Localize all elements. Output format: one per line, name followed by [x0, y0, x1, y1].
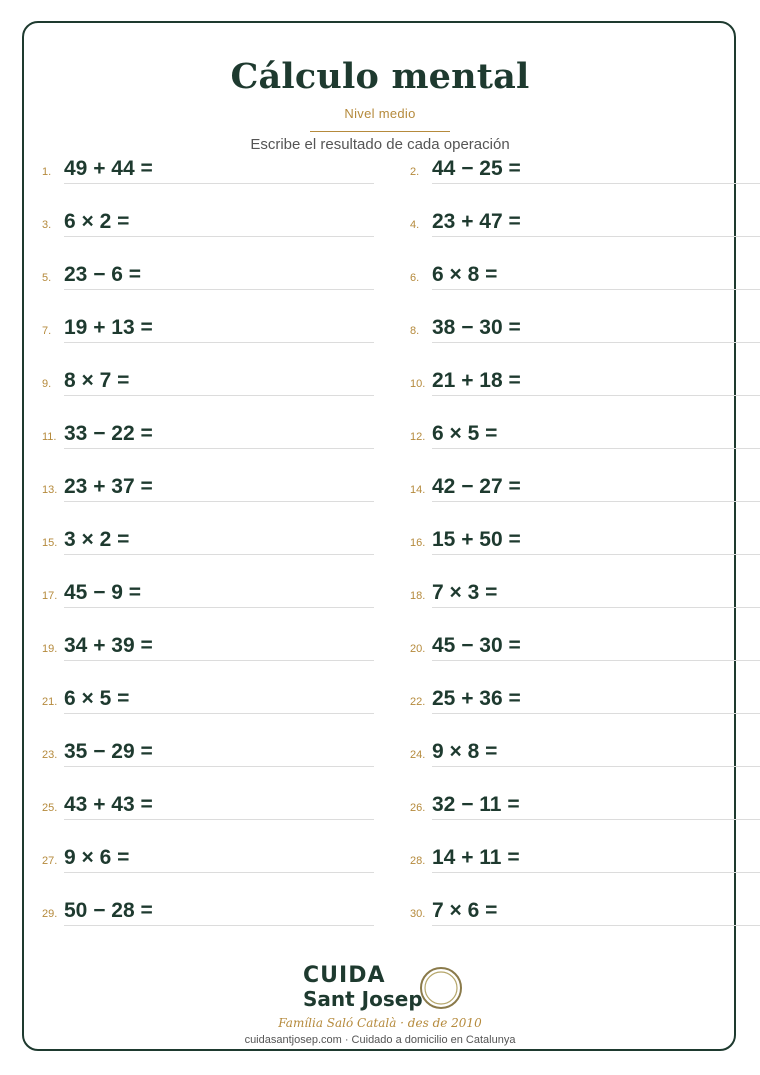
problem-expression: 45 − 30 = [432, 634, 521, 657]
problem-number: 6. [410, 272, 420, 284]
answer-line[interactable] [64, 766, 374, 767]
problem-expression: 42 − 27 = [432, 475, 521, 498]
answer-line[interactable] [64, 395, 374, 396]
problem-number: 12. [410, 431, 426, 443]
problem-number: 9. [42, 378, 52, 390]
problem-expression: 32 − 11 = [432, 793, 520, 816]
problem-number: 13. [42, 484, 58, 496]
problem-expression: 45 − 9 = [64, 581, 142, 604]
answer-line[interactable] [432, 236, 760, 237]
problem-item [410, 841, 760, 894]
problem-item [410, 788, 760, 841]
problem-number: 15. [42, 537, 58, 549]
problem-number: 17. [42, 590, 58, 602]
problem-expression: 14 + 11 = [432, 846, 520, 869]
problem-item [42, 417, 410, 470]
problem-expression: 6 × 5 = [64, 687, 130, 710]
answer-line[interactable] [432, 183, 760, 184]
answer-line[interactable] [432, 766, 760, 767]
problem-number: 7. [42, 325, 52, 337]
problem-item [42, 788, 410, 841]
problem-expression: 38 − 30 = [432, 316, 521, 339]
problem-number: 28. [410, 855, 426, 867]
problem-item [410, 735, 760, 788]
problem-item [410, 364, 760, 417]
problem-expression: 6 × 8 = [432, 263, 498, 286]
problem-item [42, 629, 410, 682]
answer-line[interactable] [432, 554, 760, 555]
problem-number: 27. [42, 855, 58, 867]
problem-item [410, 523, 760, 576]
answer-line[interactable] [64, 183, 374, 184]
answer-line[interactable] [64, 925, 374, 926]
answer-line[interactable] [432, 925, 760, 926]
problem-expression: 9 × 6 = [64, 846, 130, 869]
answer-line[interactable] [432, 448, 760, 449]
problem-item [410, 205, 760, 258]
answer-line[interactable] [64, 554, 374, 555]
answer-line[interactable] [64, 713, 374, 714]
problem-expression: 50 − 28 = [64, 899, 153, 922]
problem-item [42, 364, 410, 417]
answer-line[interactable] [432, 342, 760, 343]
footer-text: cuidasantjosep.com · Cuidado a domicilio en Catalunya [244, 1034, 516, 1046]
title-divider [310, 131, 450, 132]
problem-item [42, 894, 410, 947]
problem-expression: 6 × 5 = [432, 422, 498, 445]
problem-number: 14. [410, 484, 426, 496]
answer-line[interactable] [64, 819, 374, 820]
problem-expression: 34 + 39 = [64, 634, 153, 657]
answer-line[interactable] [64, 289, 374, 290]
problem-expression: 43 + 43 = [64, 793, 153, 816]
problem-expression: 9 × 8 = [432, 740, 498, 763]
problem-item [410, 470, 760, 523]
problem-item [42, 470, 410, 523]
problem-expression: 33 − 22 = [64, 422, 153, 445]
page-title: Cálculo mental [230, 56, 530, 97]
problem-number: 18. [410, 590, 426, 602]
problem-number: 5. [42, 272, 52, 284]
problem-expression: 23 + 47 = [432, 210, 521, 233]
problem-item [42, 735, 410, 788]
tagline: Família Saló Català · des de 2010 [278, 1016, 482, 1030]
problem-item [42, 576, 410, 629]
logo-text-cuida: CUIDA [303, 963, 386, 988]
problem-number: 20. [410, 643, 426, 655]
answer-line[interactable] [432, 501, 760, 502]
problem-item [410, 417, 760, 470]
problem-number: 11. [42, 431, 57, 443]
problem-item [42, 682, 410, 735]
problem-expression: 49 + 44 = [64, 157, 153, 180]
problem-number: 16. [410, 537, 426, 549]
problem-number: 30. [410, 908, 426, 920]
problem-expression: 6 × 2 = [64, 210, 130, 233]
answer-line[interactable] [432, 660, 760, 661]
problem-number: 25. [42, 802, 58, 814]
problem-item [410, 258, 760, 311]
answer-line[interactable] [432, 872, 760, 873]
problem-expression: 3 × 2 = [64, 528, 130, 551]
problem-number: 2. [410, 166, 420, 178]
answer-line[interactable] [432, 713, 760, 714]
problem-number: 23. [42, 749, 58, 761]
problem-number: 3. [42, 219, 52, 231]
answer-line[interactable] [64, 660, 374, 661]
problem-number: 1. [42, 166, 52, 178]
answer-line[interactable] [64, 342, 374, 343]
answer-line[interactable] [64, 501, 374, 502]
logo-text-sant-josep: Sant Josep [303, 987, 423, 1011]
problem-item [42, 258, 410, 311]
problem-expression: 7 × 6 = [432, 899, 498, 922]
instructions: Escribe el resultado de cada operación [250, 136, 510, 153]
answer-line[interactable] [432, 607, 760, 608]
problem-expression: 35 − 29 = [64, 740, 153, 763]
problem-item [410, 311, 760, 364]
logo-ring-icon [416, 963, 466, 1013]
problem-expression: 44 − 25 = [432, 157, 521, 180]
answer-line[interactable] [432, 289, 760, 290]
logo [303, 963, 468, 1013]
problem-item [42, 841, 410, 894]
problem-item [42, 311, 410, 364]
problem-expression: 15 + 50 = [432, 528, 521, 551]
problem-expression: 8 × 7 = [64, 369, 130, 392]
answer-line[interactable] [64, 872, 374, 873]
answer-line[interactable] [432, 395, 760, 396]
problem-number: 22. [410, 696, 426, 708]
problem-number: 26. [410, 802, 426, 814]
problem-number: 29. [42, 908, 58, 920]
problem-item [410, 629, 760, 682]
problem-number: 10. [410, 378, 426, 390]
problem-item [410, 152, 760, 205]
problem-expression: 23 + 37 = [64, 475, 153, 498]
answer-line[interactable] [64, 236, 374, 237]
problem-grid [42, 152, 760, 942]
problem-expression: 19 + 13 = [64, 316, 153, 339]
answer-line[interactable] [64, 607, 374, 608]
problem-item [410, 682, 760, 735]
problem-number: 8. [410, 325, 420, 337]
problem-item [42, 205, 410, 258]
problem-number: 21. [42, 696, 58, 708]
problem-item [410, 576, 760, 629]
problem-number: 24. [410, 749, 426, 761]
problem-expression: 25 + 36 = [432, 687, 521, 710]
answer-line[interactable] [64, 448, 374, 449]
answer-line[interactable] [432, 819, 760, 820]
problem-expression: 23 − 6 = [64, 263, 142, 286]
page-subtitle: Nivel medio [344, 106, 416, 121]
problem-number: 4. [410, 219, 420, 231]
problem-item [42, 523, 410, 576]
problem-expression: 7 × 3 = [432, 581, 498, 604]
problem-item [410, 894, 760, 947]
problem-expression: 21 + 18 = [432, 369, 521, 392]
problem-number: 19. [42, 643, 58, 655]
problem-item [42, 152, 410, 205]
